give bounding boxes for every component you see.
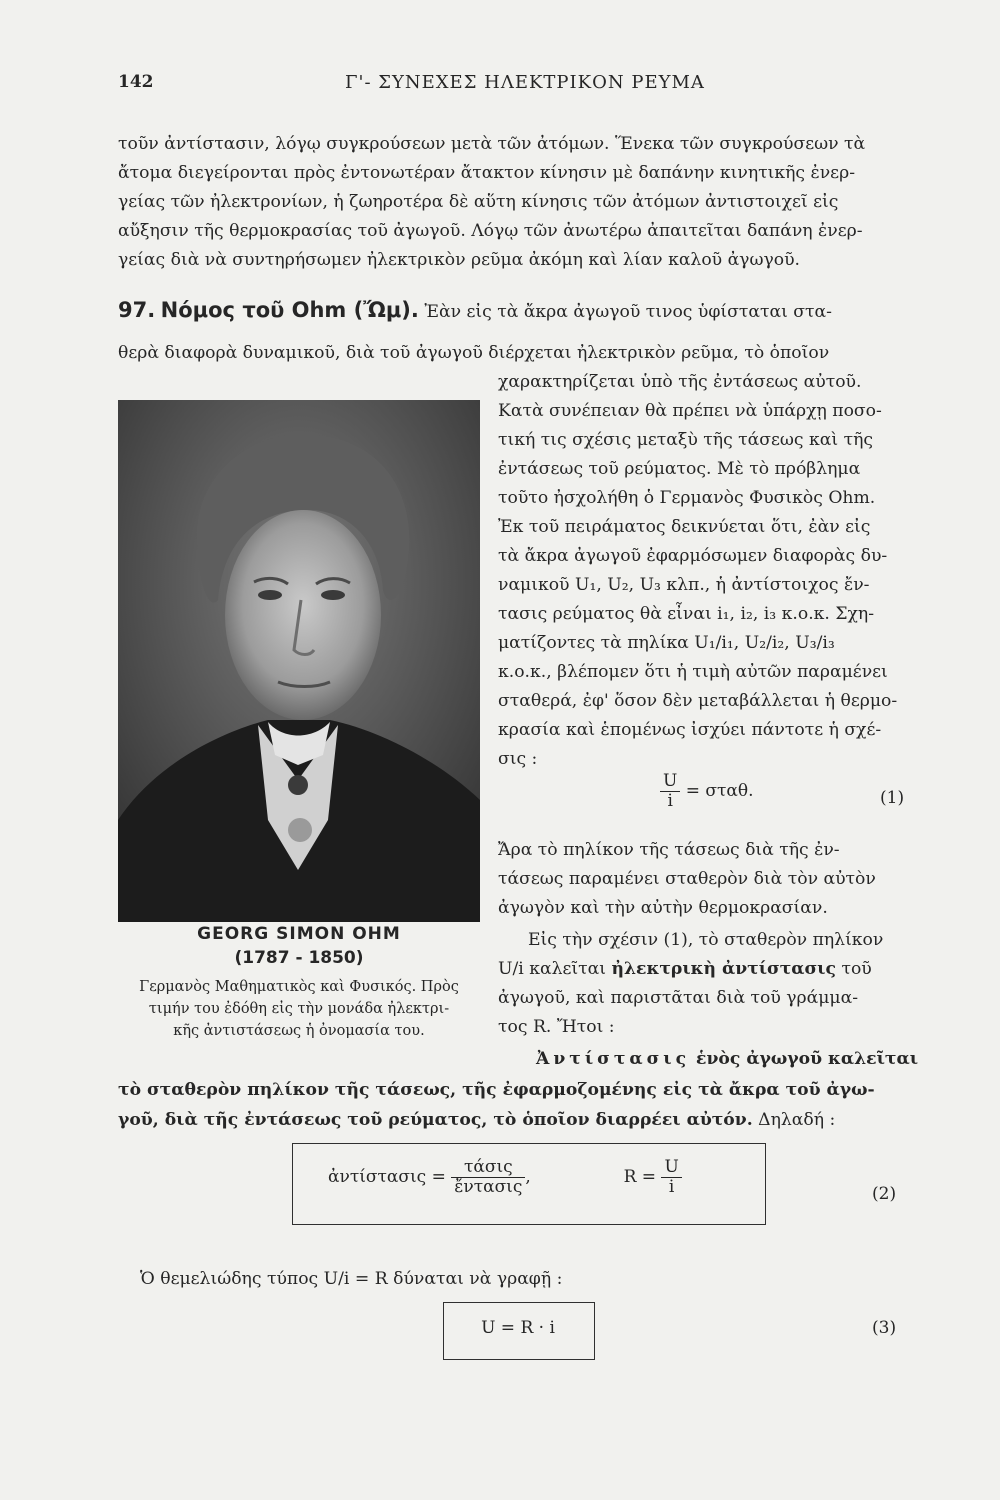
definition-term: Ἀντίστασις	[536, 1049, 691, 1069]
equation-1-tag: (1)	[880, 788, 905, 808]
right-line: χαρακτηρίζεται ὑπὸ τῆς ἐντάσεως αὐτοῦ.	[498, 372, 862, 392]
right-line: σταθερά, ἐφ' ὅσον δὲν μεταβάλλεται ἡ θερμο-	[498, 691, 898, 711]
section-second-line: θερὰ διαφορὰ δυναμικοῦ, διὰ τοῦ ἀγωγοῦ διέρχεται ἠλεκτρικὸν ρεῦμα, τὸ ὁποῖον	[118, 343, 830, 363]
caption-line: κῆς ἀντιστάσεως ἡ ὀνομασία του.	[173, 1023, 425, 1039]
portrait-image	[118, 400, 480, 922]
right-line: τασις ρεύματος θὰ εἶναι i₁, i₂, i₃ κ.ο.κ. Σχη-	[498, 604, 875, 624]
equation-2-r-numerator: U	[661, 1158, 681, 1178]
right-line: Ἄρα τὸ πηλίκον τῆς τάσεως διὰ τῆς ἐν-	[498, 840, 840, 860]
right-line: τοῦτο ἠσχολήθη ὁ Γερμανὸς Φυσικὸς Ohm.	[498, 488, 876, 508]
right-line: ἀγωγὸν καὶ τὴν αὐτὴν θερμοκρασίαν.	[498, 898, 828, 918]
equation-1-rhs: = σταθ.	[685, 781, 754, 802]
intro-line: γείας διὰ νὰ συντηρήσωμεν ἠλεκτρικὸν ρεῦμα ἀκόμη καὶ λίαν καλοῦ ἀγωγοῦ.	[118, 250, 801, 270]
equation-2	[328, 1158, 682, 1196]
equation-2-numerator: τάσις	[451, 1158, 525, 1178]
definition-line-3	[118, 1106, 835, 1135]
equation-3-tag: (3)	[872, 1318, 897, 1338]
equation-1-fraction	[660, 772, 680, 810]
resistance-term: ἠλεκτρικὴ ἀντίστασις	[611, 959, 836, 979]
section-heading	[118, 298, 832, 322]
resistance-line: τος R. Ἤτοι :	[498, 1017, 615, 1037]
caption-line: τιμήν του ἐδόθη εἰς τὴν μονάδα ἠλεκτρι-	[148, 1001, 450, 1017]
section-number: 97.	[118, 298, 156, 322]
definition-line-3-tail: Δηλαδή :	[758, 1110, 836, 1130]
running-title: Γ'- ΣΥΝΕΧΕΣ ΗΛΕΚΤΡΙΚΟΝ ΡΕΥΜΑ	[345, 72, 705, 93]
resistance-line-post: τοῦ	[841, 959, 872, 979]
equation-2-denominator: ἔντασις	[454, 1176, 523, 1197]
ohm-portrait-illustration	[118, 400, 480, 922]
section-title: Νόμος τοῦ Ohm (Ὤμ).	[160, 298, 419, 322]
right-line: κρασία καὶ ἑπομένως ἰσχύει πάντοτε ἡ σχέ-	[498, 720, 882, 740]
right-line: τάσεως παραμένει σταθερὸν διὰ τὸν αὐτὸν	[498, 869, 876, 889]
equation-1-numerator: U	[660, 772, 680, 792]
right-line: ἐντάσεως τοῦ ρεύματος. Μὲ τὸ πρόβλημα	[498, 459, 861, 479]
resistance-line: Εἰς τὴν σχέσιν (1), τὸ σταθερὸν πηλίκον	[528, 930, 884, 950]
right-line: ματίζοντες τὰ πηλίκα U₁/i₁, U₂/i₂, U₃/i₃	[498, 633, 835, 653]
equation-2-comma: ,	[525, 1167, 531, 1188]
equation-1	[660, 772, 754, 810]
right-line: τική τις σχέσις μεταξὺ τῆς τάσεως καὶ τῆς	[498, 430, 874, 450]
equation-2-r-fraction	[661, 1158, 681, 1196]
right-line: σις :	[498, 749, 538, 769]
intro-line: γείας τῶν ἠλεκτρονίων, ἡ ζωηροτέρα δὲ αὕτη κίνησις τῶν ἀτόμων ἀντιστοιχεῖ εἰς	[118, 192, 839, 212]
equation-2-tag: (2)	[872, 1184, 897, 1204]
definition-line-3-bold: γοῦ, διὰ τῆς ἐντάσεως τοῦ ρεύματος, τὸ ὁποῖον διαρρέει αὐτόν.	[118, 1110, 753, 1130]
equation-2-r-denominator: i	[668, 1176, 675, 1197]
resistance-line: ἀγωγοῦ, καὶ παριστᾶται διὰ τοῦ γράμμα-	[498, 988, 859, 1008]
right-line: κ.ο.κ., βλέπομεν ὅτι ἡ τιμὴ αὐτῶν παραμένει	[498, 662, 888, 682]
caption-years: (1787 - 1850)	[234, 948, 364, 968]
equation-1-denominator: i	[667, 790, 673, 811]
definition-line-1-rest: ἑνὸς ἀγωγοῦ καλεῖται	[696, 1049, 919, 1069]
intro-line: αὔξησιν τῆς θερμοκρασίας τοῦ ἀγωγοῦ. Λόγῳ τῶν ἀνωτέρω ἀπαιτεῖται δαπάνη ἐνερ-	[118, 221, 863, 241]
resistance-line-pre: U/i καλεῖται	[498, 959, 606, 979]
section-first-line: Ἐὰν εἰς τὰ ἄκρα ἀγωγοῦ τινος ὑφίσταται στα-	[424, 302, 832, 322]
equation-3: U = R · i	[481, 1318, 555, 1338]
definition-line-1	[536, 1045, 918, 1074]
caption-line: Γερμανὸς Μαθηματικὸς καὶ Φυσικός. Πρὸς	[139, 979, 459, 995]
intro-line: τοῦν ἀντίστασιν, λόγῳ συγκρούσεων μετὰ τῶν ἀτόμων. Ἕνεκα τῶν συγκρούσεων τὰ	[118, 134, 866, 154]
resistance-line	[498, 955, 872, 984]
equation-2-fraction	[451, 1158, 525, 1196]
intro-line: ἄτομα διεγείρονται πρὸς ἐντονωτέραν ἄτακτον κίνησιν μὲ δαπάνην κινητικῆς ἐνερ-	[118, 163, 855, 183]
equation-2-lhs: ἀντίστασις =	[328, 1167, 446, 1188]
right-line: Κατὰ συνέπειαν θὰ πρέπει νὰ ὑπάρχῃ ποσο-	[498, 401, 882, 421]
equation-2-r-lhs: R =	[623, 1167, 657, 1188]
right-line: τὰ ἄκρα ἀγωγοῦ ἐφαρμόσωμεν διαφορὰς δυ-	[498, 546, 888, 566]
right-line: Ἐκ τοῦ πειράματος δεικνύεται ὅτι, ἐὰν εἰς	[498, 517, 871, 537]
fundamental-line: Ὁ θεμελιώδης τύπος U/i = R δύναται νὰ γραφῇ :	[140, 1269, 563, 1289]
right-line: ναμικοῦ U₁, U₂, U₃ κλπ., ἡ ἀντίστοιχος ἔν-	[498, 575, 870, 595]
definition-line-2: τὸ σταθερὸν πηλίκον τῆς τάσεως, τῆς ἐφαρμοζομένης εἰς τὰ ἄκρα τοῦ ἀγω-	[118, 1080, 875, 1100]
caption-name: GEORG SIMON OHM	[197, 924, 401, 944]
page-number: 142	[118, 72, 154, 92]
